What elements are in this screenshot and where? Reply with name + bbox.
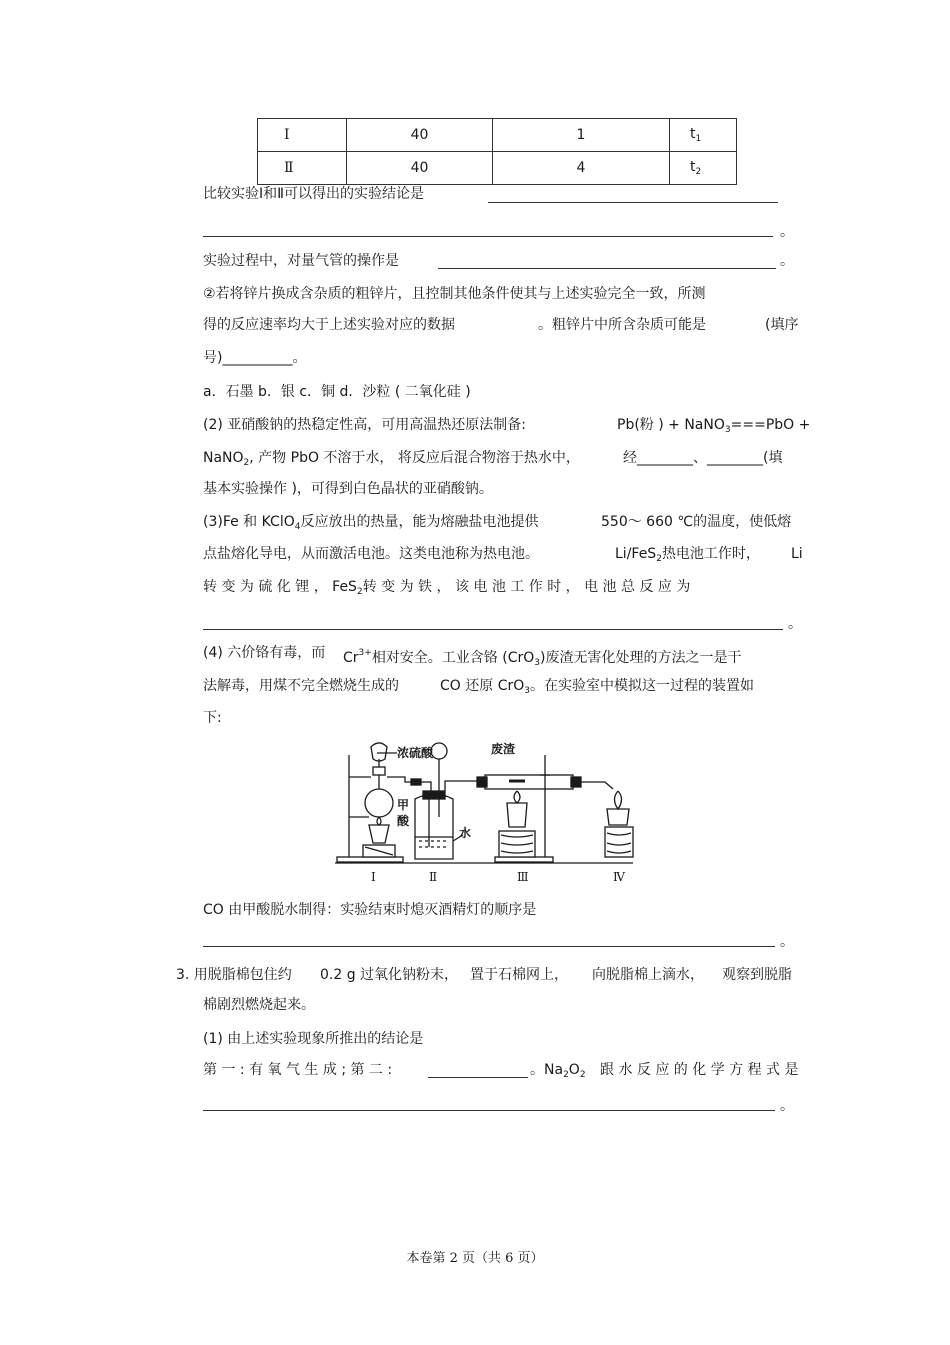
subscript: 2 xyxy=(356,587,363,597)
text-part: )废渣无害化处理的方法之一是干 xyxy=(540,650,742,666)
question-text: 号)__________。 xyxy=(203,350,307,366)
question-text: 点盐熔化导电，从而激活电池。这类电池称为热电池。 xyxy=(203,546,539,562)
answer-blank xyxy=(203,932,775,947)
page-footer: 本卷第 2 页（共 6 页） xyxy=(406,1251,544,1266)
time-subscript: 2 xyxy=(695,167,702,177)
question-text: 基本实验操作 )，可得到白色晶状的亚硝酸钠。 xyxy=(203,481,493,497)
label-formic-acid-1: 甲 xyxy=(397,798,410,812)
answer-blank xyxy=(488,188,778,203)
station-label-III: Ⅲ xyxy=(517,870,529,884)
question-text: 下: xyxy=(203,710,222,726)
answer-blank xyxy=(438,254,776,269)
question-text: (填序 xyxy=(765,317,799,333)
text-part: 。在实验室中模拟这一过程的装置如 xyxy=(529,678,754,694)
equation-text xyxy=(617,415,810,440)
station-label-I: Ⅰ xyxy=(371,870,376,884)
wash-bottle xyxy=(415,794,453,859)
station-label-II: Ⅱ xyxy=(429,870,438,884)
question-text xyxy=(440,676,754,701)
text-part: O xyxy=(568,1062,580,1078)
superscript: 3+ xyxy=(358,648,372,658)
table-cell: 40 xyxy=(347,152,493,185)
question-text: (2) 亚硝酸钠的热稳定性高，可用高温热还原法制备: xyxy=(203,417,526,433)
time-symbol: t xyxy=(690,159,696,175)
table-cell: Ⅱ xyxy=(258,152,347,185)
question-text: Li xyxy=(791,546,803,562)
answer-blank xyxy=(203,1096,775,1111)
question-text: 观察到脱脂 xyxy=(722,967,792,983)
label-formic-acid-2: 酸 xyxy=(397,814,410,828)
question-text: 3. 用脱脂棉包住约 xyxy=(176,967,292,983)
question-text: CO 由甲酸脱水制得：实验结束时熄灭酒精灯的顺序是 xyxy=(203,902,537,918)
combustion-tube xyxy=(485,775,573,789)
table-row xyxy=(258,119,737,152)
table-cell: 1 xyxy=(493,119,670,152)
answer-options: a．石墨 b．银 c．铜 d．沙粒 ( 二氧化硅 ) xyxy=(203,384,471,400)
lamp-IV xyxy=(607,809,629,825)
subscript: 2 xyxy=(563,1070,569,1080)
period: 。 xyxy=(780,224,794,240)
question-text: 0.2 g 过氧化钠粉末， xyxy=(320,967,459,983)
subscript: 3 xyxy=(724,425,731,435)
station-label-IV: Ⅳ xyxy=(613,870,625,884)
table-cell xyxy=(670,119,737,152)
table-cell: 4 xyxy=(493,152,670,185)
question-text: 向脱脂棉上滴水， xyxy=(592,967,704,983)
text-part: (4) 六价铬有毒，而 xyxy=(203,645,326,661)
time-subscript: 1 xyxy=(695,134,702,144)
formula: NaNO xyxy=(203,450,244,466)
label-water: 水 xyxy=(459,826,472,840)
question-text xyxy=(615,544,760,569)
text-part: , 产物 PbO 不溶于水， 将反应后混合物溶于热水中， xyxy=(249,450,580,466)
equation-part: ===PbO + xyxy=(730,417,811,433)
apparatus-diagram xyxy=(335,737,635,887)
question-text xyxy=(203,512,538,537)
question-text: 经________、________(填 xyxy=(623,450,783,466)
round-flask xyxy=(365,789,393,817)
table-row xyxy=(258,152,737,185)
period: 。 xyxy=(788,616,802,632)
subscript: 2 xyxy=(656,554,662,564)
lamp-III xyxy=(507,803,527,827)
text-part: 转 变 为 硫 化 锂 ， FeS xyxy=(203,579,357,595)
answer-blank xyxy=(203,615,783,630)
gas-tube-label: 实验过程中，对量气管的操作是 xyxy=(203,253,399,269)
question-text: 第 一 : 有 氧 气 生 成 ; 第 二 : xyxy=(203,1062,393,1078)
period: 。 xyxy=(780,253,794,269)
table-cell xyxy=(670,152,737,185)
question-text: 置于石棉网上， xyxy=(470,967,568,983)
period: 。 xyxy=(780,1098,794,1114)
table-cell: 40 xyxy=(347,119,493,152)
text-part: 反应放出的热量，能为熔融盐电池提供 xyxy=(300,514,539,530)
question-text xyxy=(203,643,325,663)
label-concentrated-sulfuric-acid: 浓硫酸 xyxy=(397,746,434,760)
equation-part: Pb(粉 ) + NaNO xyxy=(617,417,725,433)
stand-base xyxy=(337,857,403,862)
time-symbol: t xyxy=(690,126,696,142)
answer-blank xyxy=(203,222,773,237)
text-part: CO 还原 CrO xyxy=(440,678,525,694)
question-text: 法解毒，用煤不完全燃烧生成的 xyxy=(203,678,399,694)
text-part: 相对安全。工业含铬 (CrO xyxy=(371,650,535,666)
label-waste-residue: 废渣 xyxy=(491,742,516,756)
subscript: 4 xyxy=(294,522,301,532)
question-line xyxy=(203,184,424,204)
text-part: 。Na xyxy=(530,1062,564,1078)
safety-bulb xyxy=(431,743,447,759)
subscript: 2 xyxy=(579,1070,586,1080)
text-part: 转 变 为 铁 ， 该 电 池 工 作 时 ， 电 池 总 反 应 为 xyxy=(362,579,691,595)
text-part: (3)Fe 和 KClO xyxy=(203,514,295,530)
dropping-funnel xyxy=(371,743,387,761)
subscript: 3 xyxy=(534,658,541,668)
formula: Cr xyxy=(343,650,359,666)
subscript: 3 xyxy=(524,686,530,696)
subscript: 2 xyxy=(243,458,250,468)
compare-label: 比较实验Ⅰ和Ⅱ可以得出的实验结论是 xyxy=(203,186,425,202)
question-text: (1) 由上述实验现象所推出的结论是 xyxy=(203,1031,424,1047)
answer-blank xyxy=(428,1063,528,1078)
question-text xyxy=(203,577,690,602)
question-text: 跟 水 反 应 的 化 学 方 程 式 是 xyxy=(600,1062,799,1078)
question-text: ②若将锌片换成含杂质的粗锌片，且控制其他条件使其与上述实验完全一致，所测 xyxy=(203,286,706,302)
question-text: 。粗锌片中所含杂质可能是 xyxy=(538,317,706,333)
question-text: 得的反应速率均大于上述实验对应的数据 xyxy=(203,317,455,333)
question-text: 550～ 660 ℃的温度，使低熔 xyxy=(601,514,792,530)
question-text xyxy=(203,448,580,473)
formula: Li/FeS xyxy=(615,546,657,562)
data-table xyxy=(257,118,737,185)
question-text xyxy=(343,643,741,673)
period: 。 xyxy=(780,934,794,950)
question-text: 棉剧烈燃烧起来。 xyxy=(203,997,315,1013)
question-text xyxy=(530,1060,586,1085)
table-cell: Ⅰ xyxy=(258,119,347,152)
text-part: 热电池工作时， xyxy=(661,546,760,562)
lamp-I xyxy=(369,825,389,843)
